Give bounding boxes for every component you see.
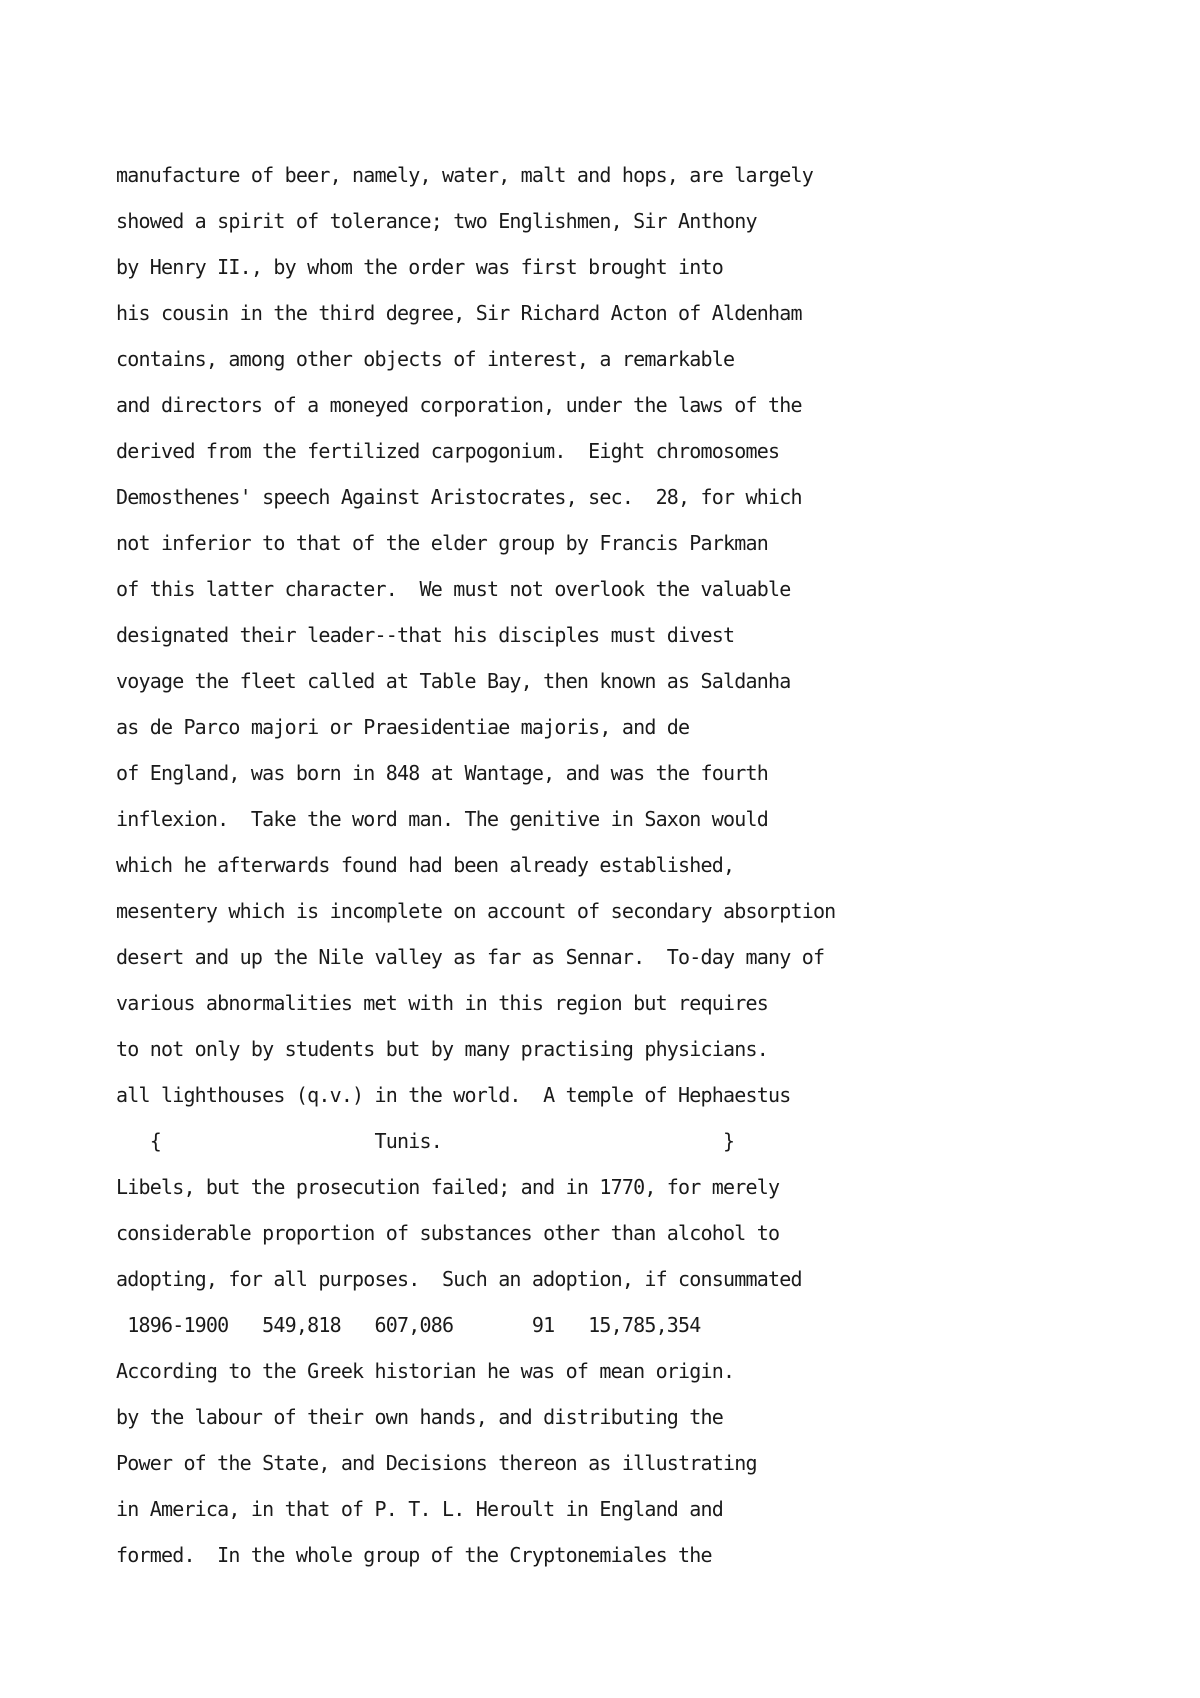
text-line: designated their leader--that his disciples must divest bbox=[116, 623, 735, 647]
text-line: formed. In the whole group of the Cryptonemiales the bbox=[116, 1543, 712, 1567]
text-line: Power of the State, and Decisions thereon as illustrating bbox=[116, 1451, 757, 1475]
text-line: contains, among other objects of interest, a remarkable bbox=[116, 347, 735, 371]
text-line: by the labour of their own hands, and distributing the bbox=[116, 1405, 724, 1429]
text-line: manufacture of beer, namely, water, malt and hops, are largely bbox=[116, 163, 813, 187]
text-line: voyage the fleet called at Table Bay, then known as Saldanha bbox=[116, 669, 791, 693]
text-line: Demosthenes' speech Against Aristocrates, sec. 28, for which bbox=[116, 485, 802, 509]
text-line: by Henry II., by whom the order was first brought into bbox=[116, 255, 724, 279]
text-line: According to the Greek historian he was of mean origin. bbox=[116, 1359, 735, 1383]
text-line: as de Parco majori or Praesidentiae majoris, and de bbox=[116, 715, 690, 739]
text-body bbox=[116, 152, 1156, 1578]
text-line: derived from the fertilized carpogonium. Eight chromosomes bbox=[116, 439, 780, 463]
text-line: not inferior to that of the elder group by Francis Parkman bbox=[116, 531, 768, 555]
text-line: 1896-1900 549,818 607,086 91 15,785,354 bbox=[116, 1313, 701, 1337]
text-line: adopting, for all purposes. Such an adoption, if consummated bbox=[116, 1267, 802, 1291]
text-line: showed a spirit of tolerance; two Englishmen, Sir Anthony bbox=[116, 209, 757, 233]
text-line: desert and up the Nile valley as far as Sennar. To-day many of bbox=[116, 945, 825, 969]
text-line: of England, was born in 848 at Wantage, and was the fourth bbox=[116, 761, 768, 785]
text-line: { Tunis. } bbox=[116, 1129, 735, 1153]
text-line: considerable proportion of substances other than alcohol to bbox=[116, 1221, 780, 1245]
text-line: various abnormalities met with in this region but requires bbox=[116, 991, 768, 1015]
text-line: his cousin in the third degree, Sir Richard Acton of Aldenham bbox=[116, 301, 802, 325]
text-line: all lighthouses (q.v.) in the world. A temple of Hephaestus bbox=[116, 1083, 791, 1107]
text-line: Libels, but the prosecution failed; and in 1770, for merely bbox=[116, 1175, 780, 1199]
text-line: which he afterwards found had been already established, bbox=[116, 853, 735, 877]
text-line: in America, in that of P. T. L. Heroult in England and bbox=[116, 1497, 724, 1521]
text-line: and directors of a moneyed corporation, under the laws of the bbox=[116, 393, 802, 417]
text-line: to not only by students but by many practising physicians. bbox=[116, 1037, 768, 1061]
text-line: mesentery which is incomplete on account of secondary absorption bbox=[116, 899, 836, 923]
text-line: of this latter character. We must not overlook the valuable bbox=[116, 577, 791, 601]
text-line: inflexion. Take the word man. The genitive in Saxon would bbox=[116, 807, 768, 831]
